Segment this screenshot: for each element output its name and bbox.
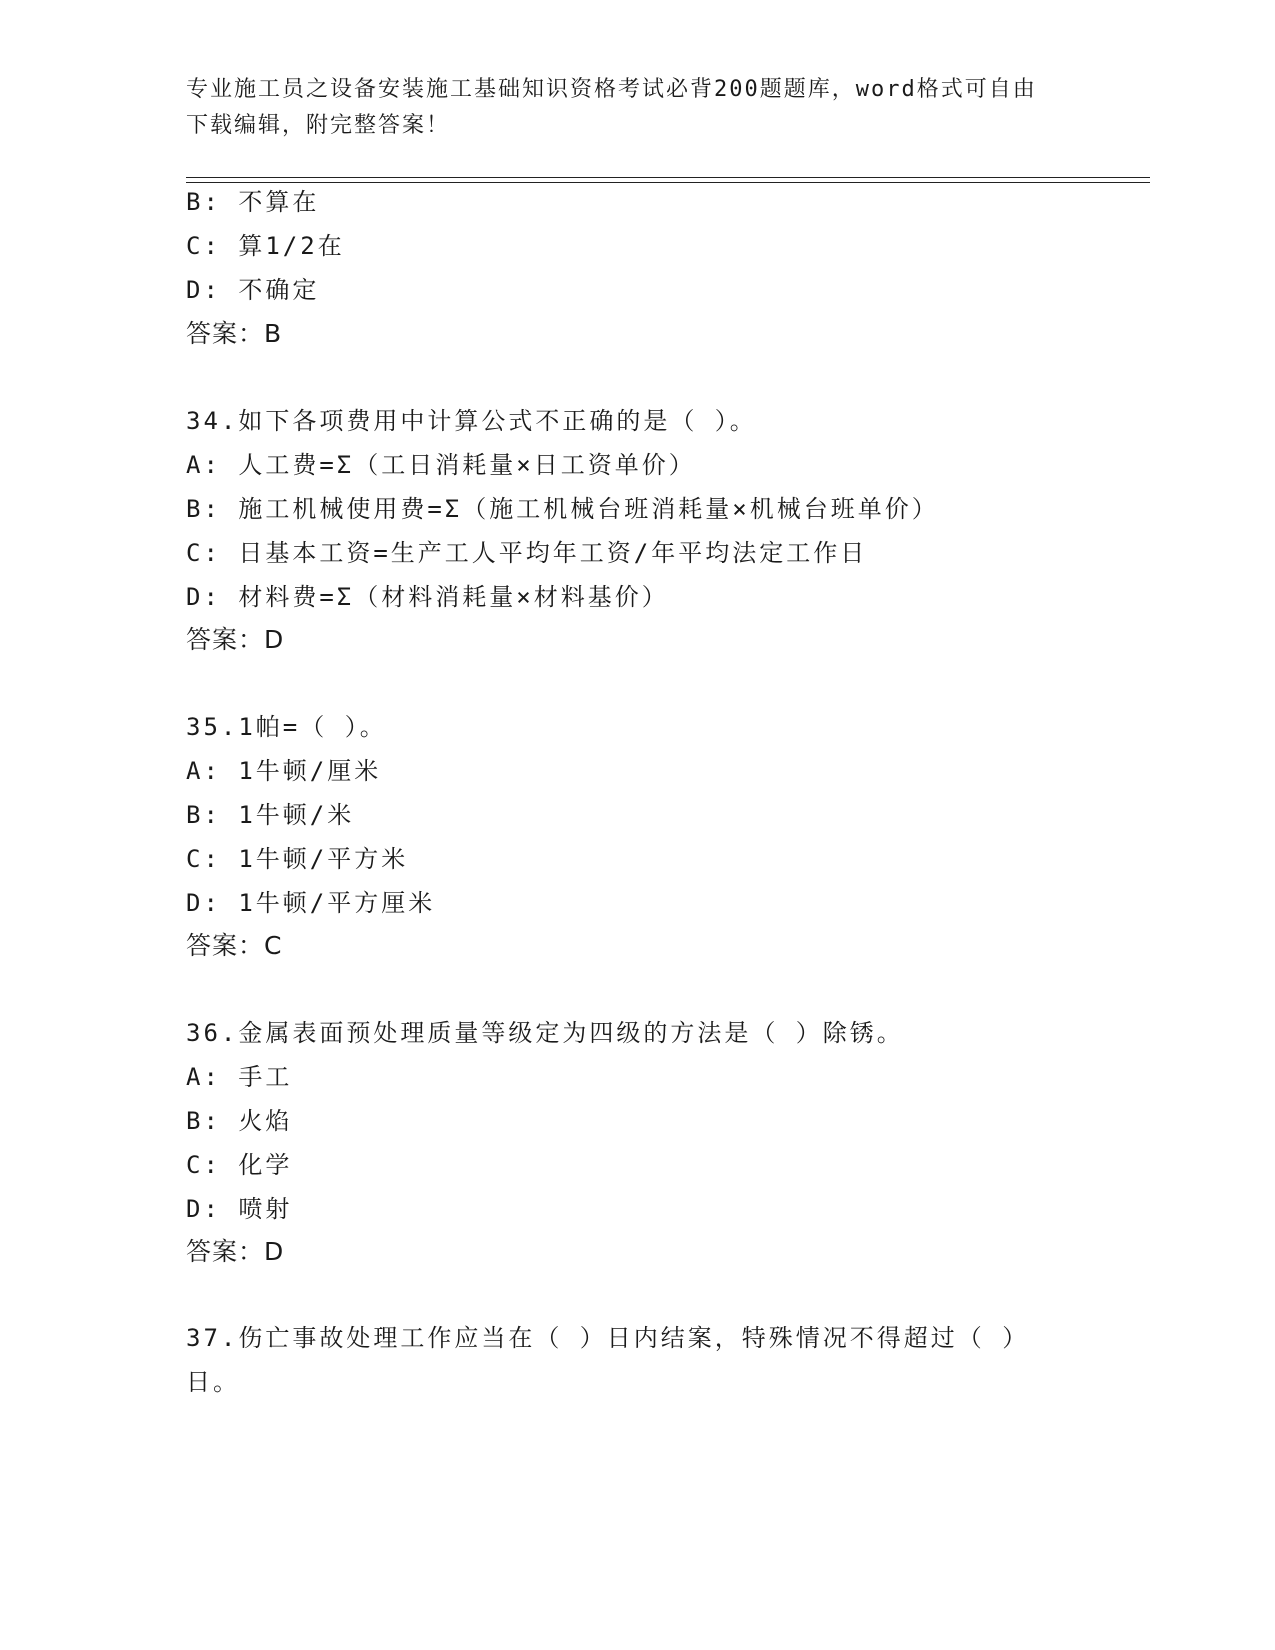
q35-option-d: D: 1牛顿/平方厘米 — [186, 889, 436, 917]
q34-option-d: D: 材料费=Σ（材料消耗量×材料基价） — [186, 583, 669, 611]
header-line-2: 下载编辑，附完整答案！ — [186, 113, 451, 138]
document-header — [186, 72, 1066, 144]
q36-option-c: C: 化学 — [186, 1151, 293, 1179]
q36-question: 36.金属表面预处理质量等级定为四级的方法是（ ）除锈。 — [186, 1019, 904, 1047]
q36-option-d: D: 喷射 — [186, 1195, 293, 1223]
q34-answer: 答案：D — [186, 625, 285, 654]
header-divider-top — [186, 177, 1150, 178]
q33-answer: 答案：B — [186, 319, 283, 348]
q36-option-a: A: 手工 — [186, 1063, 293, 1091]
q34-question: 34.如下各项费用中计算公式不正确的是（ ）。 — [186, 407, 757, 435]
q35-option-a: A: 1牛顿/厘米 — [186, 757, 382, 785]
q35-answer: 答案：C — [186, 931, 283, 960]
q36-answer: 答案：D — [186, 1237, 285, 1266]
q35-option-c: C: 1牛顿/平方米 — [186, 845, 409, 873]
q35-option-b: B: 1牛顿/米 — [186, 801, 355, 829]
q33-option-c: C: 算1/2在 — [186, 232, 345, 260]
header-divider-bottom — [186, 182, 1150, 183]
q37-question-line-2: 日。 — [186, 1368, 240, 1396]
q37-question-line-1: 37.伤亡事故处理工作应当在（ ）日内结案，特殊情况不得超过（ ） — [186, 1324, 1030, 1352]
header-line-1: 专业施工员之设备安装施工基础知识资格考试必背200题题库，word格式可自由 — [186, 77, 1037, 102]
q35-question: 35.1帕=（ ）。 — [186, 713, 387, 741]
q36-option-b: B: 火焰 — [186, 1107, 293, 1135]
q34-option-a: A: 人工费=Σ（工日消耗量×日工资单价） — [186, 451, 696, 479]
q34-option-b: B: 施工机械使用费=Σ（施工机械台班消耗量×机械台班单价） — [186, 495, 939, 523]
q33-option-b: B: 不算在 — [186, 188, 320, 216]
q34-option-c: C: 日基本工资=生产工人平均年工资/年平均法定工作日 — [186, 539, 868, 567]
q33-option-d: D: 不确定 — [186, 276, 320, 304]
